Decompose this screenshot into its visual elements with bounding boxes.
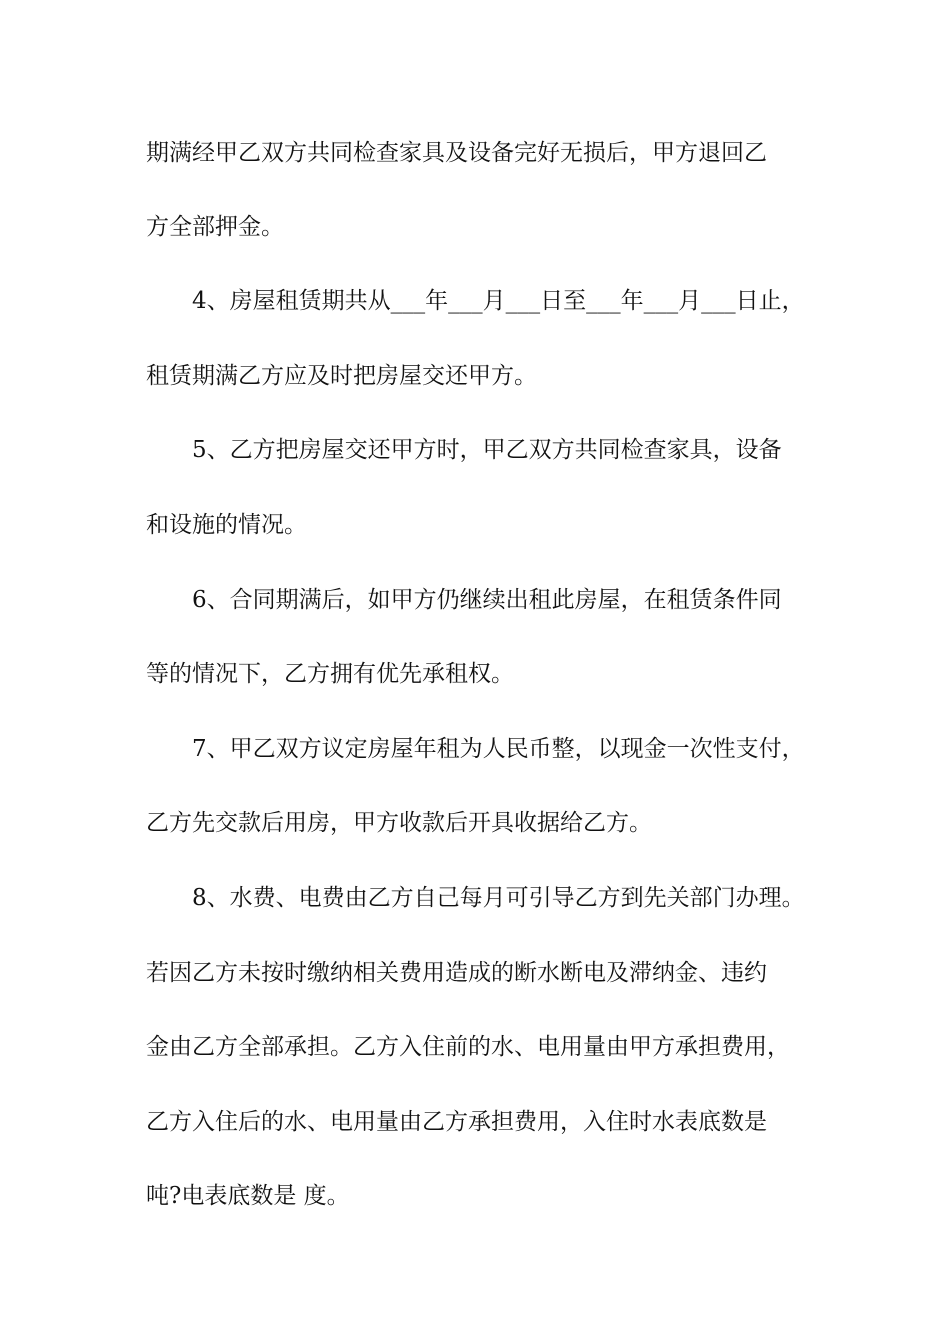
clause-8-line-5: 吨?电表底数是 度。 [146,1183,350,1209]
clause-5-line-2: 和设施的情况。 [146,512,307,538]
clause-7-line-2: 乙方先交款后用房，甲方收款后开具收据给乙方。 [146,810,652,836]
clause-4-line-2: 租赁期满乙方应及时把房屋交还甲方。 [146,363,537,389]
clause-8-line-2: 若因乙方未按时缴纳相关费用造成的断水断电及滞纳金、违约 [146,960,767,986]
clause-6-line-1: 6、合同期满后，如甲方仍继续出租此房屋，在租赁条件同 [192,587,782,613]
clause-7-line-1: 7、甲乙双方议定房屋年租为人民币整，以现金一次性支付， [192,736,805,762]
text-line-2: 方全部押金。 [146,214,284,240]
clause-8-line-3: 金由乙方全部承担。乙方入住前的水、电用量由甲方承担费用， [146,1034,790,1060]
clause-5-line-1: 5、乙方把房屋交还甲方时，甲乙双方共同检查家具，设备 [192,437,782,463]
clause-4-line-1: 4、房屋租赁期共从___年___月___日至___年___月___日止， [192,288,805,314]
text-line-1: 期满经甲乙双方共同检查家具及设备完好无损后，甲方退回乙 [146,140,767,166]
clause-6-line-2: 等的情况下，乙方拥有优先承租权。 [146,661,514,687]
clause-8-line-1: 8、水费、电费由乙方自己每月可引导乙方到先关部门办理。 [192,885,805,911]
clause-8-line-4: 乙方入住后的水、电用量由乙方承担费用，入住时水表底数是 [146,1109,767,1135]
